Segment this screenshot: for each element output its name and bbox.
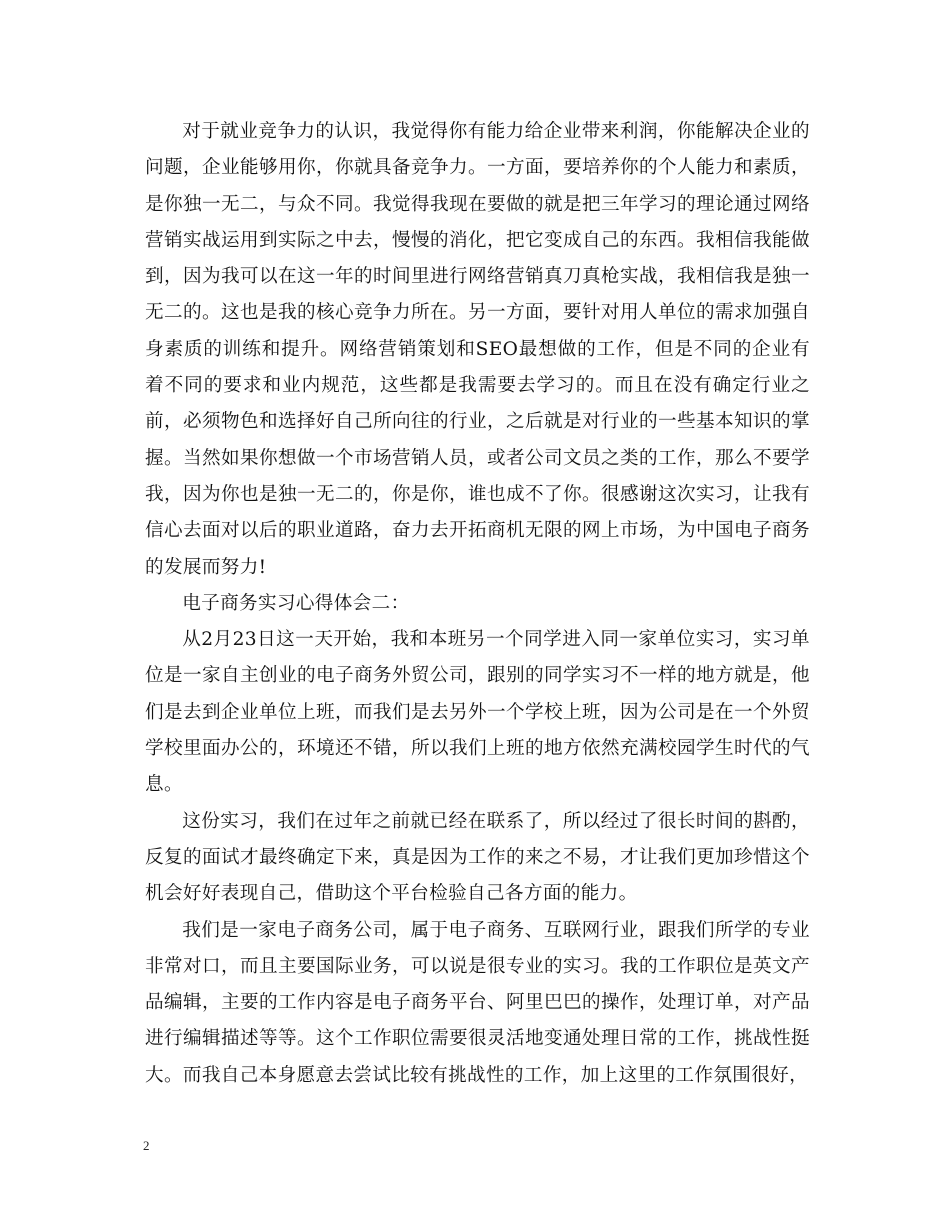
- page-number: 2: [143, 1138, 150, 1153]
- body-text: [145, 114, 810, 1094]
- paragraph-internship-start: 从2月23日这一天开始，我和本班另一个同学进入同一家单位实习，实习单位是一家自主创业的电子商务外贸公司，跟别的同学实习不一样的地方就是，他们是去到企业单位上班，而我们是去另外一个学校上班，因为公司是在一个外贸学校里面办公的，环境还不错，所以我们上班的地方依然充满校园学生时代的气息。: [145, 629, 810, 796]
- paragraph-competitiveness: 对于就业竞争力的认识，我觉得你有能力给企业带来利润，你能解决企业的问题，企业能够用你，你就具备竞争力。一方面，要培养你的个人能力和素质，是你独一无二，与众不同。我觉得我现在要做的就是把三年学习的理论通过网络营销实战运用到实际之中去，慢慢的消化，把它变成自己的东西。我相信我能做到，因为我可以在这一年的时间里进行网络营销真刀真枪实战，我相信我是独一无二的。这也是我的核心竞争力所在。另一方面，要针对用人单位的需求加强自身素质的训练和提升。网络营销策划和SEO最想做的工作，但是不同的企业有着不同的要求和业内规范，这些都是我需要去学习的。而且在没有确定行业之前，必须物色和选择好自己所向往的行业，之后就是对行业的一些基本知识的掌握。当然如果你想做一个市场营销人员，或者公司文员之类的工作，那么不要学我，因为你也是独一无二的，你是你，谁也成不了你。很感谢这次实习，让我有信心去面对以后的职业道路，奋力去开拓商机无限的网上市场，为中国电子商务的发展而努力!: [145, 121, 810, 578]
- section-heading-part-two: 电子商务实习心得体会二：: [182, 592, 410, 614]
- paragraph-company-role: 我们是一家电子商务公司，属于电子商务、互联网行业，跟我们所学的专业非常对口，而且主要国际业务，可以说是很专业的实习。我的工作职位是英文产品编辑，主要的工作内容是电子商务平台、阿里巴巴的操作，处理订单，对产品进行编辑描述等等。这个工作职位需要很灵活地变通处理日常的工作，挑战性挺大。而我自己本身愿意去尝试比较有挑战性的工作，加上这里的工作氛围很好，: [145, 919, 810, 1086]
- paragraph-internship-search: 这份实习，我们在过年之前就已经在联系了，所以经过了很长时间的斟酌，反复的面试才最终确定下来，真是因为工作的来之不易，才让我们更加珍惜这个机会好好表现自己，借助这个平台检验自己各方面的能力。: [145, 810, 810, 905]
